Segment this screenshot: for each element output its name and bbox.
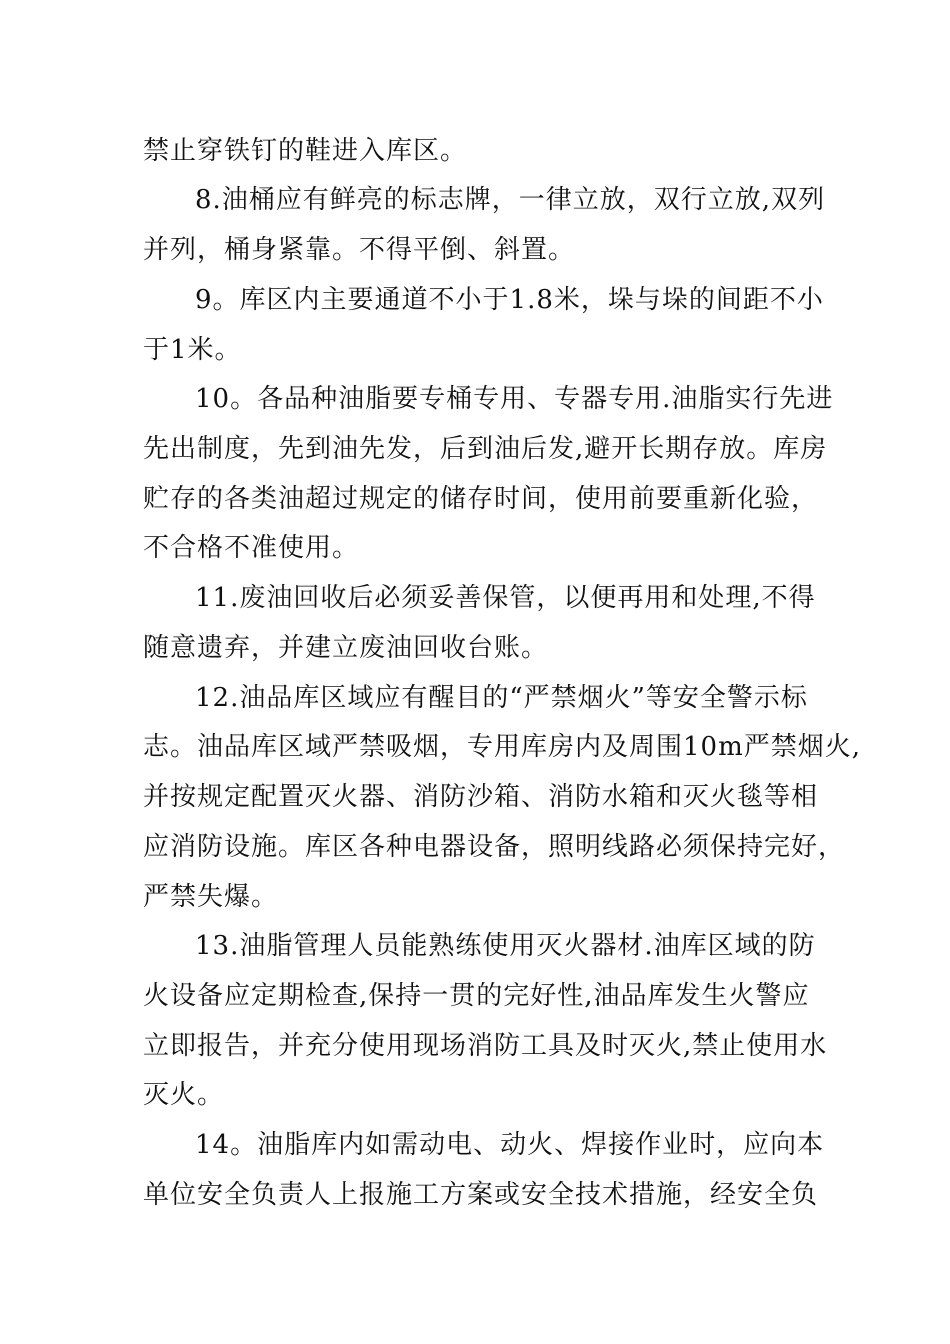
paragraph-10-line-2: 先出制度，先到油先发，后到油后发,避开长期存放。库房: [143, 434, 828, 464]
paragraph-10-line-1: 10。各品种油脂要专桶专用、专器专用.油脂实行先进: [195, 384, 834, 414]
paragraph-9-line-1: 9。库区内主要通道不小于1.8米，垛与垛的间距不小: [195, 285, 824, 315]
paragraph-13-line-3: 立即报告，并充分使用现场消防工具及时灭火,禁止使用水: [143, 1031, 828, 1061]
paragraph-7-line-1: 禁止穿铁钉的鞋进入库区。: [143, 136, 468, 166]
paragraph-13-line-1: 13.油脂管理人员能熟练使用灭火器材.油库区域的防: [195, 931, 816, 961]
paragraph-12-line-5: 严禁失爆。: [143, 882, 279, 912]
paragraph-14-line-2: 单位安全负责人上报施工方案或安全技术措施，经安全负: [143, 1180, 819, 1210]
paragraph-14-line-1: 14。油脂库内如需动电、动火、焊接作业时，应向本: [195, 1130, 825, 1160]
paragraph-12-line-2: 志。油品库区域严禁吸烟，专用库房内及周围10m严禁烟火,: [143, 732, 862, 762]
paragraph-11-line-2: 随意遗弃，并建立废油回收台账。: [143, 633, 549, 663]
paragraph-12-line-3: 并按规定配置灭火器、消防沙箱、消防水箱和灭火毯等相: [143, 782, 819, 812]
paragraph-9-line-2: 于1米。: [143, 335, 242, 365]
paragraph-8-line-1: 8.油桶应有鲜亮的标志牌，一律立放，双行立放,双列: [195, 185, 826, 215]
paragraph-13-line-4: 灭火。: [143, 1080, 225, 1110]
paragraph-12-line-1: 12.油品库区域应有醒目的“严禁烟火”等安全警示标: [195, 683, 808, 713]
paragraph-11-line-1: 11.废油回收后必须妥善保管，以便再用和处理,不得: [195, 583, 816, 613]
paragraph-13-line-2: 火设备应定期检查,保持一贯的完好性,油品库发生火警应: [143, 981, 810, 1011]
paragraph-8-line-2: 并列，桶身紧靠。不得平倒、斜置。: [143, 235, 576, 265]
paragraph-12-line-4: 应消防设施。库区各种电器设备，照明线路必须保持完好，: [143, 832, 846, 862]
paragraph-10-line-4: 不合格不准使用。: [143, 533, 360, 563]
paragraph-10-line-3: 贮存的各类油超过规定的储存时间，使用前要重新化验，: [143, 484, 819, 514]
